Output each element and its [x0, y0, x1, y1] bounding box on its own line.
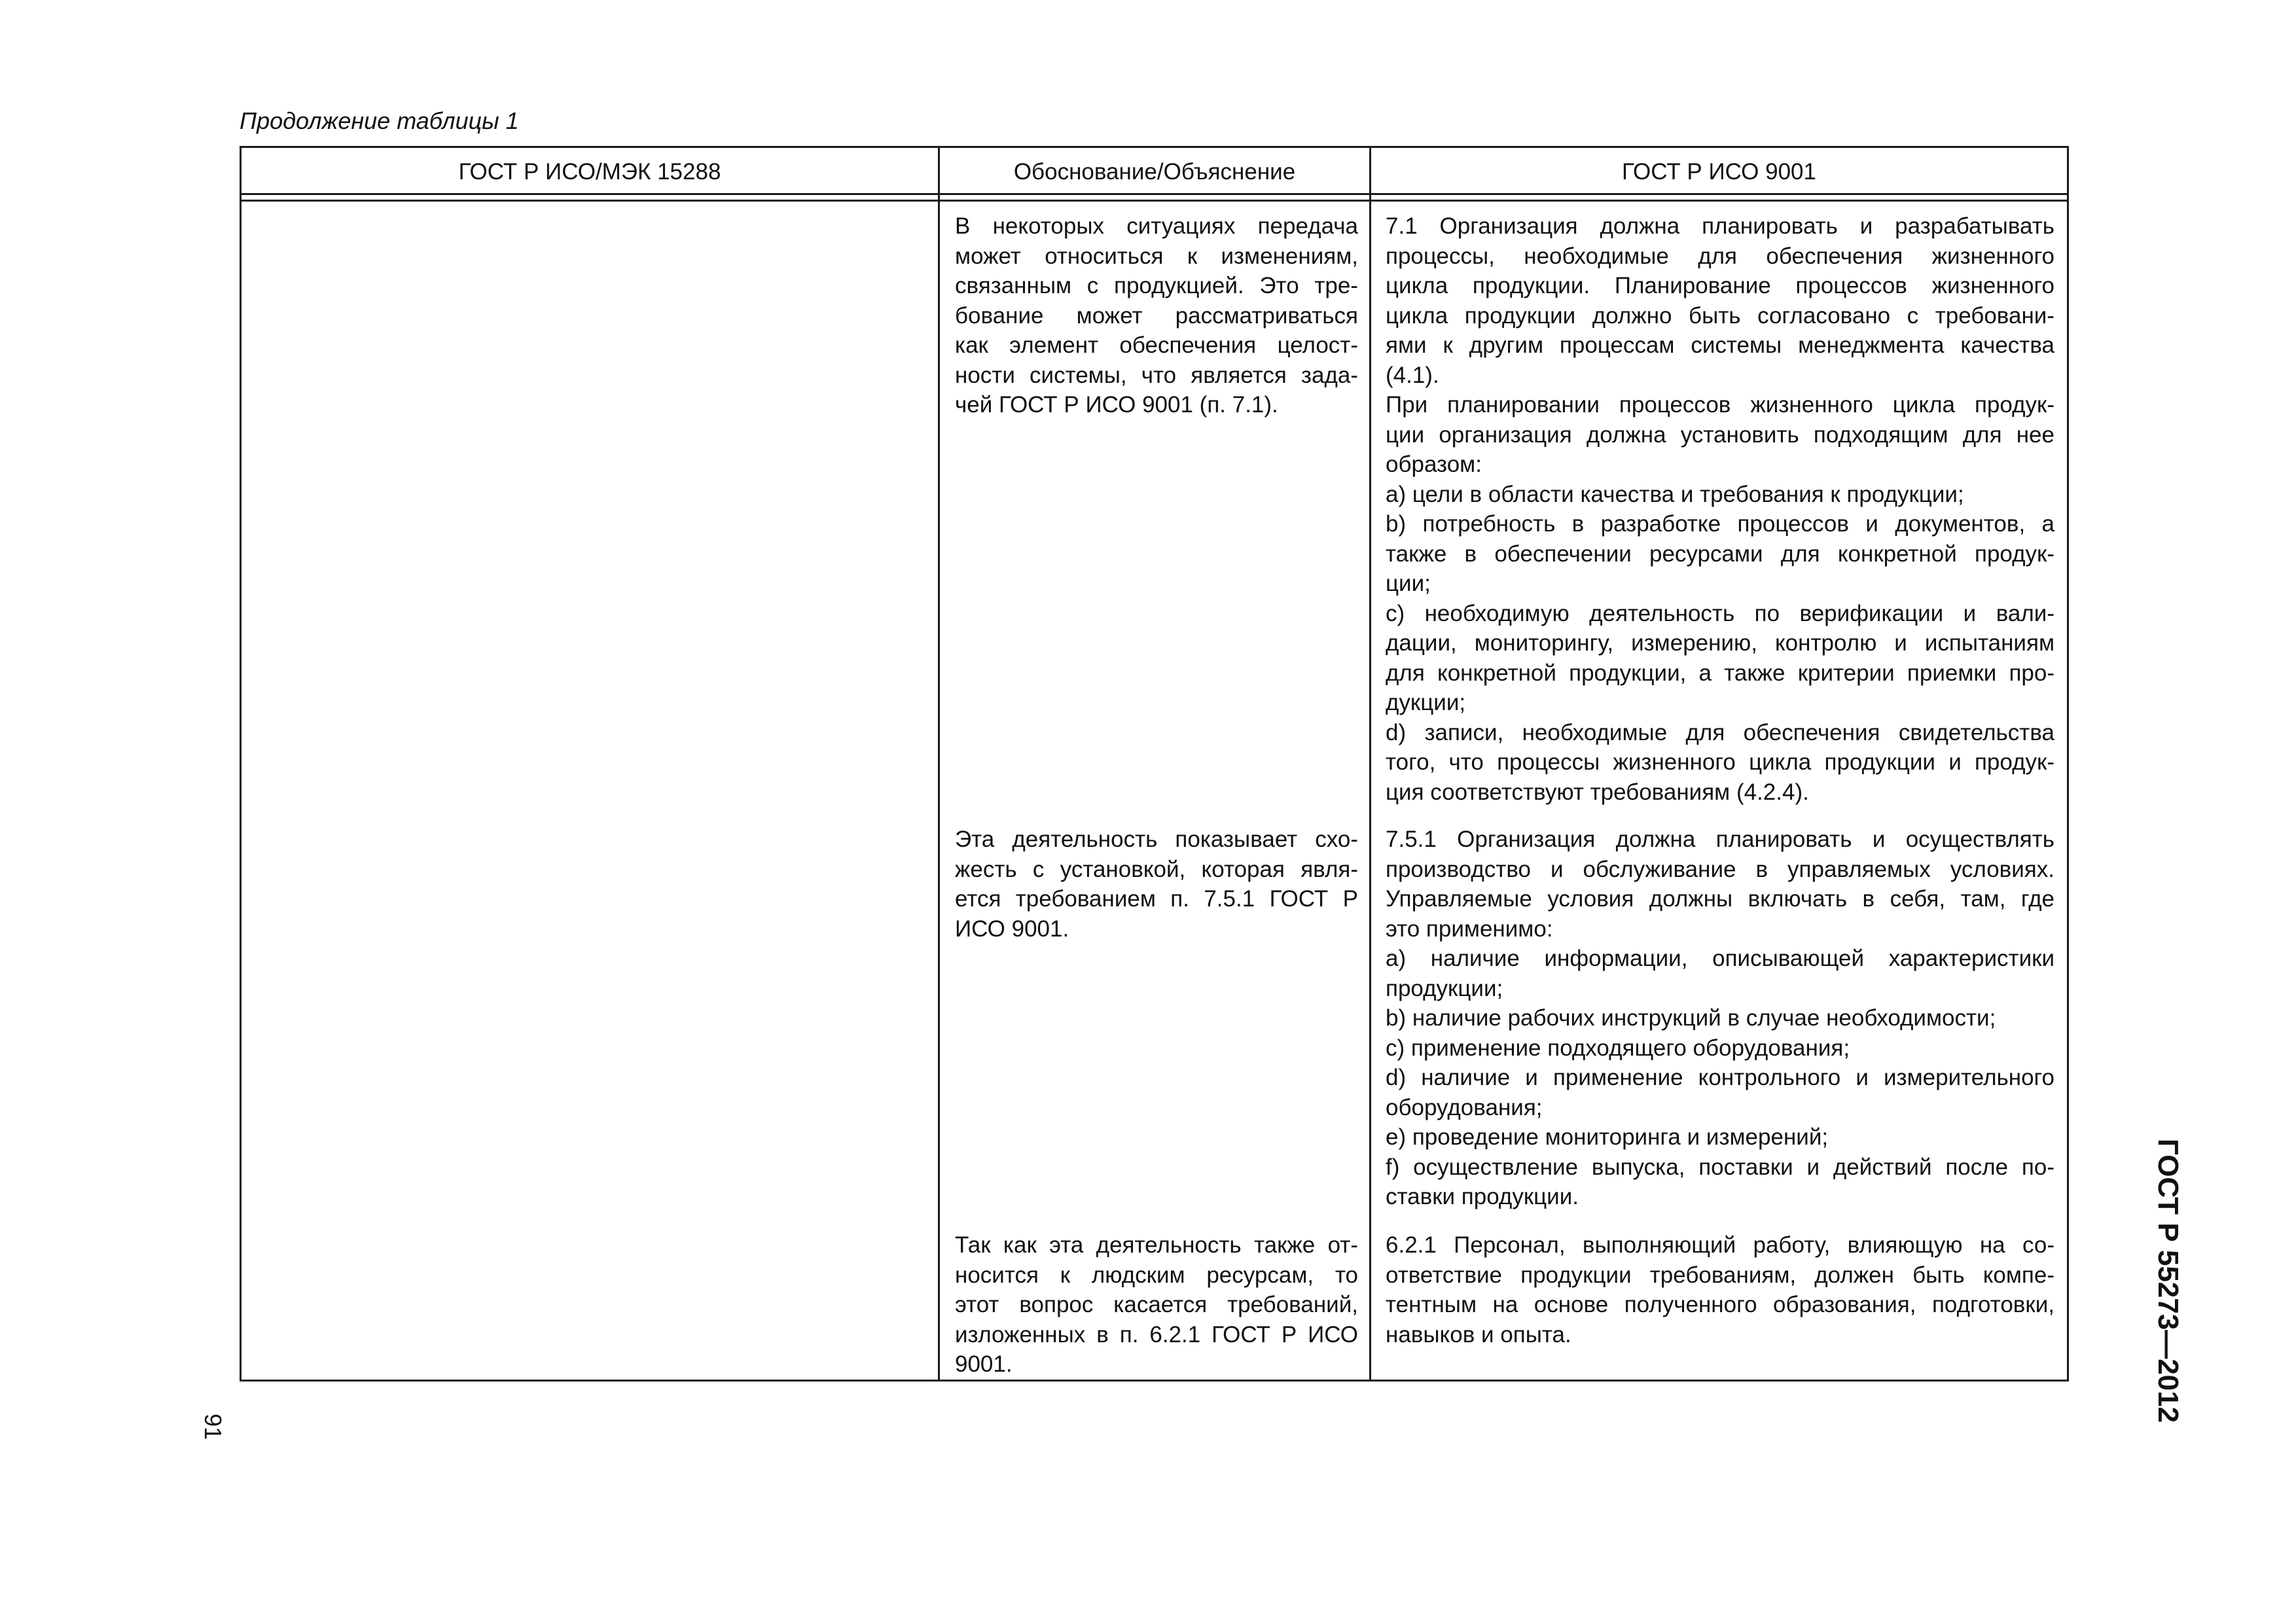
text-line: (4.1).	[1386, 362, 1439, 388]
text-line: f) осуществление выпуска, поставки и действий после по-	[1386, 1154, 2054, 1180]
text-line: изложенных в п. 6.2.1 ГОСТ Р ИСО	[955, 1321, 1358, 1347]
document-code: ГОСТ Р 55273—2012	[2152, 1138, 2184, 1423]
text-line: Так как эта деятельность также от-	[955, 1232, 1358, 1258]
text-line: процессы, необходимые для обеспечения жизненного	[1386, 243, 2054, 269]
text-line: 6.2.1 Персонал, выполняющий работу, влияющую на со-	[1386, 1232, 2054, 1258]
text-line: цикла продукции. Планирование процессов жизненного	[1386, 273, 2054, 298]
text-line: е) проведение мониторинга и измерений;	[1386, 1124, 1829, 1150]
row-1-justification	[955, 211, 1358, 420]
row-3-justification	[955, 1230, 1358, 1380]
text-line: с) необходимую деятельность по верификации и вали-	[1386, 600, 2054, 626]
header-divider-top	[242, 193, 2067, 195]
text-line: также в обеспечении ресурсами для конкретной продук-	[1386, 541, 2054, 567]
text-line: Эта деятельность показывает схо-	[955, 827, 1358, 852]
text-line: d) наличие и применение контрольного и измерительного	[1386, 1065, 2054, 1090]
header-gost-iso-9001: ГОСТ Р ИСО 9001	[1622, 159, 1816, 185]
text-line: жесть с установкой, которая явля-	[955, 856, 1358, 882]
text-line: Управляемые условия должны включать в себя, там, где	[1386, 886, 2054, 912]
text-line: может относиться к изменениям,	[955, 243, 1358, 269]
text-line: навыков и опыта.	[1386, 1321, 1571, 1347]
text-line: ции;	[1386, 571, 1431, 596]
text-line: бование может рассматриваться	[955, 302, 1358, 329]
row-3-gost-iso-9001	[1386, 1230, 2054, 1349]
text-line: тентным на основе полученного образования, подготовки,	[1386, 1292, 2054, 1317]
text-line: оборудования;	[1386, 1094, 1543, 1120]
header-justification: Обоснование/Объяснение	[1013, 159, 1296, 185]
text-line: ции организация должна установить подходящим для нее	[1386, 421, 2054, 448]
text-line: чей ГОСТ Р ИСО 9001 (п. 7.1).	[955, 392, 1278, 418]
header-gost-iso-iec-15288: ГОСТ Р ИСО/МЭК 15288	[458, 159, 721, 185]
row-1-gost-iso-9001	[1386, 211, 2054, 807]
text-line: 7.5.1 Организация должна планировать и осуществлять	[1386, 827, 2054, 852]
text-line: носится к людским ресурсам, то	[955, 1262, 1358, 1288]
text-line: производство и обслуживание в управляемых условиях.	[1386, 856, 2054, 882]
table-caption: Продолжение таблицы 1	[240, 107, 519, 134]
text-line: 9001.	[955, 1351, 1013, 1377]
text-line: образом:	[1386, 452, 1482, 477]
text-line: При планировании процессов жизненного цикла продук-	[1386, 392, 2054, 418]
column-divider-1	[938, 148, 940, 1380]
page-number: 91	[200, 1413, 226, 1440]
text-line: того, что процессы жизненного цикла продукции и продук-	[1386, 749, 2054, 775]
column-divider-2	[1369, 148, 1371, 1380]
text-line: ИСО 9001.	[955, 916, 1069, 942]
text-line: b) наличие рабочих инструкций в случае необходимости;	[1386, 1005, 1996, 1031]
text-line: ответствие продукции требованиям, должен быть компе-	[1386, 1262, 2054, 1288]
text-line: 7.1 Организация должна планировать и разрабатывать	[1386, 213, 2054, 239]
text-line: а) цели в области качества и требования к продукции;	[1386, 481, 1964, 507]
row-2-justification	[955, 825, 1358, 944]
text-line: ция соответствуют требованиям (4.2.4).	[1386, 779, 1809, 805]
text-line: b) потребность в разработке процессов и документов, а	[1386, 511, 2054, 537]
text-line: цикла продукции должно быть согласовано с требовани-	[1386, 302, 2054, 329]
comparison-table	[240, 146, 2069, 1382]
text-line: этот вопрос касается требований,	[955, 1292, 1358, 1317]
text-line: связанным с продукцией. Это тре-	[955, 273, 1358, 298]
text-line: а) наличие информации, описывающей характеристики	[1386, 946, 2054, 971]
text-line: продукции;	[1386, 975, 1503, 1001]
text-line: это применимо:	[1386, 916, 1553, 942]
text-line: дукции;	[1386, 690, 1466, 715]
text-line: ставки продукции.	[1386, 1184, 1579, 1209]
text-line: с) применение подходящего оборудования;	[1386, 1035, 1850, 1061]
text-line: В некоторых ситуациях передача	[955, 213, 1358, 239]
header-divider-bottom	[242, 200, 2067, 202]
text-line: d) записи, необходимые для обеспечения свидетельства	[1386, 719, 2054, 745]
text-line: дации, мониторингу, измерению, контролю и испытаниям	[1386, 630, 2054, 656]
text-line: ности системы, что является зада-	[955, 362, 1358, 388]
text-line: для конкретной продукции, а также критерии приемки про-	[1386, 660, 2054, 686]
text-line: ями к другим процессам системы менеджмента качества	[1386, 332, 2054, 358]
text-line: как элемент обеспечения целост-	[955, 332, 1358, 358]
row-2-gost-iso-9001	[1386, 825, 2054, 1212]
text-line: ется требованием п. 7.5.1 ГОСТ Р	[955, 886, 1358, 912]
